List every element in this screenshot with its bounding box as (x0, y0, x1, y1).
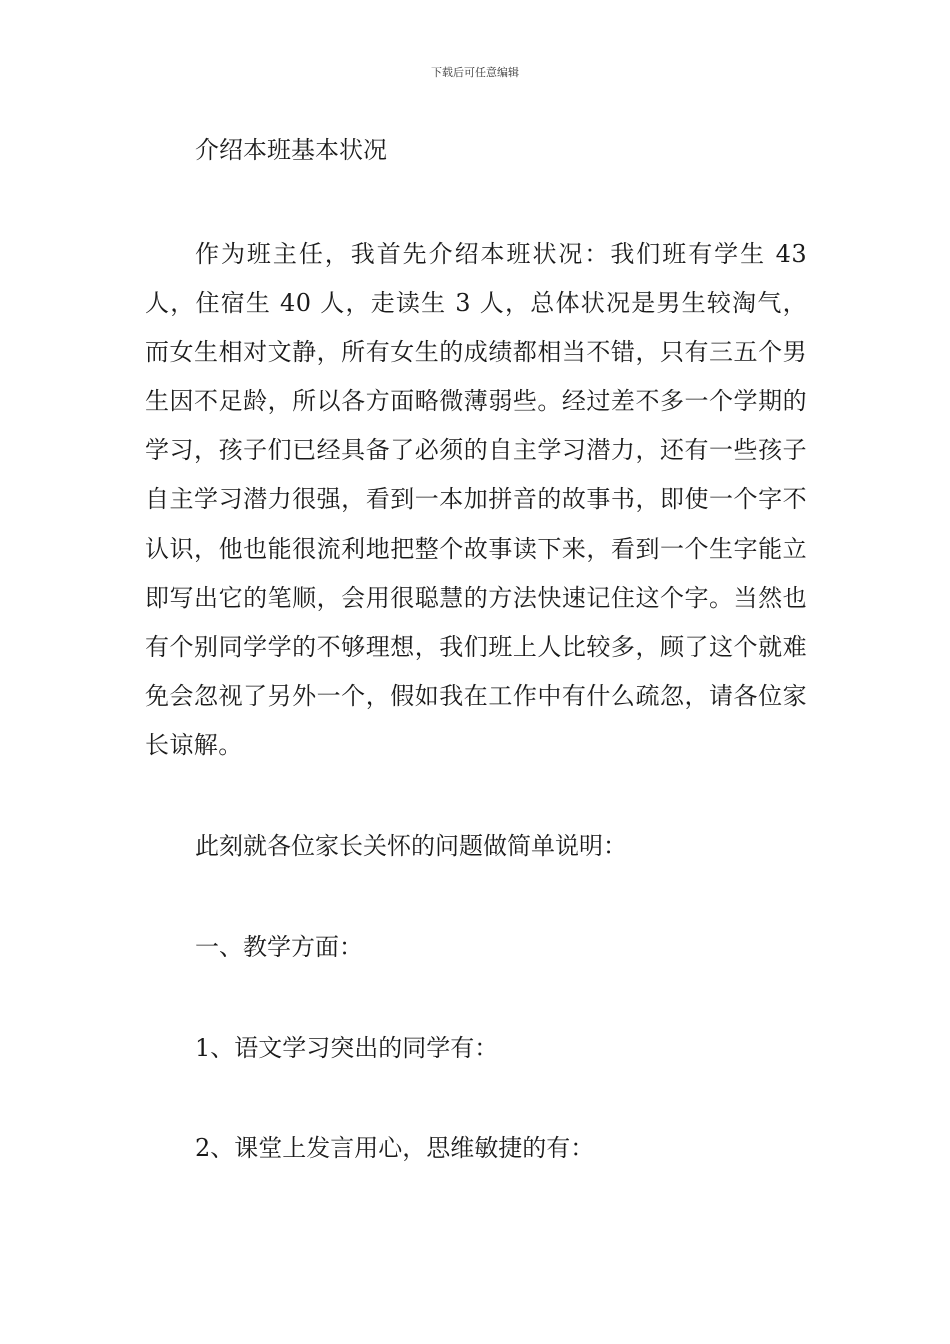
list-item-chinese: 1、语文学习突出的同学有： (195, 1034, 499, 1062)
list-item-class-participation: 2、课堂上发言用心，思维敏捷的有： (195, 1134, 595, 1162)
explanation-intro: 此刻就各位家长关怀的问题做简单说明： (195, 832, 627, 860)
section-heading-teaching: 一、教学方面： (195, 933, 363, 961)
intro-paragraph: 作为班主任，我首先介绍本班状况：我们班有学生 43 人，住宿生 40 人，走读生 3 人，总体状况是男生较淘气，而女生相对文静，所有女生的成绩都相当不错，只有三五个男生因不足龄，所以各方面略微薄弱些。经过差不多一个学期的学习，孩子们已经具备了必须的自主学习潜力，还有一些孩子自主学习潜力很强，看到一本加拼音的故事书，即使一个字不认识，他也能很流利地把整个故事读下来，看到一个生字能立即写出它的笔顺，会用很聪慧的方法快速记住这个字。当然也有个别同学学的不够理想，我们班上人比较多，顾了这个就难免会忽视了另外一个，假如我在工作中有什么疏忽，请各位家长谅解。 (145, 240, 807, 759)
document-title: 介绍本班基本状况 (195, 136, 387, 164)
header-note: 下载后可任意编辑 (431, 66, 519, 79)
